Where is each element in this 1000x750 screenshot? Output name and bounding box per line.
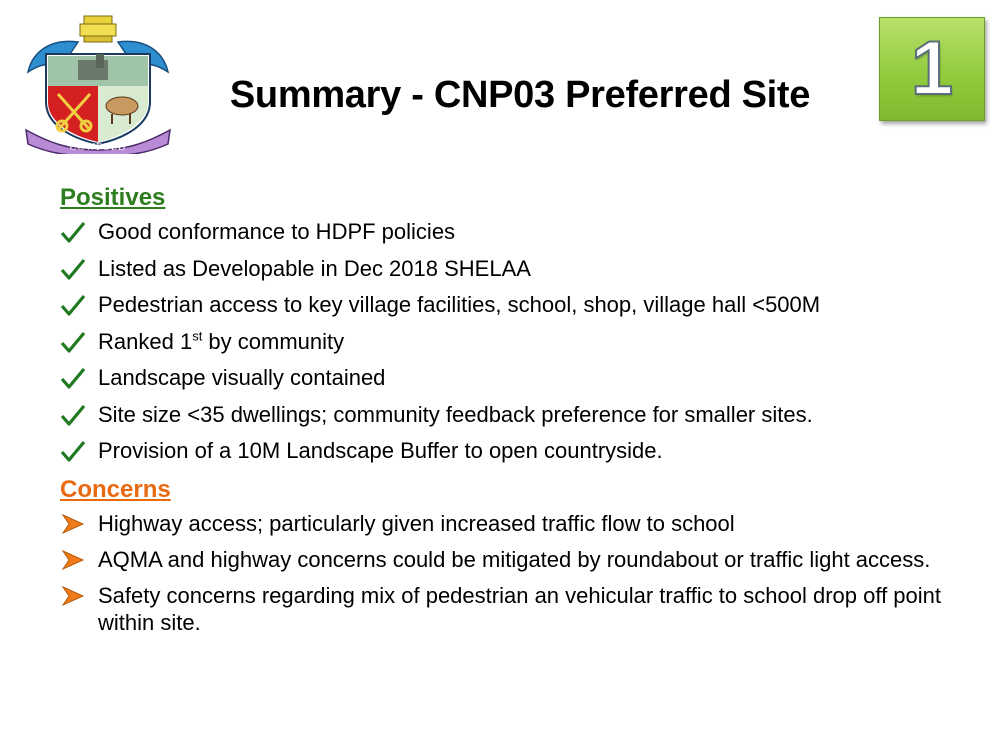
list-item — [60, 401, 960, 428]
concerns-heading: Concerns — [60, 475, 171, 503]
positive-item-text: Pedestrian access to key village facilities, school, shop, village hall <500M — [98, 292, 821, 317]
crest-crown — [80, 16, 116, 42]
list-item — [60, 218, 960, 245]
summary-content — [60, 182, 960, 645]
list-item — [60, 546, 960, 573]
concern-item-text: AQMA and highway concerns could be mitigated by roundabout or traffic light access. — [98, 546, 931, 572]
check-mark-icon — [60, 331, 86, 353]
arrow-bullet-icon — [60, 513, 86, 535]
list-item — [60, 510, 960, 537]
arrow-bullet-icon — [60, 585, 86, 607]
positive-item-text: Site size <35 dwellings; community feedback preference for smaller sites. — [98, 401, 813, 427]
positive-item-text: Good conformance to HDPF policies — [98, 219, 456, 244]
concern-item-text: Highway access; particularly given increased traffic flow to school — [98, 510, 735, 536]
list-item — [60, 328, 960, 355]
slide-number: 1 — [910, 26, 954, 111]
check-mark-icon — [60, 221, 86, 243]
concerns-list — [60, 510, 960, 636]
positive-item-text: Provision of a 10M Landscape Buffer to open countryside. — [98, 438, 663, 463]
check-mark-icon — [60, 440, 86, 462]
check-mark-icon — [60, 258, 86, 280]
slide-number-badge — [879, 17, 985, 121]
list-item — [60, 291, 960, 318]
positive-item-text: Ranked 1st by community — [98, 328, 345, 354]
page-title: Summary - CNP03 Preferred Site — [229, 74, 811, 116]
arrow-bullet-icon — [60, 549, 86, 571]
check-mark-icon — [60, 404, 86, 426]
positives-heading: Positives — [60, 184, 166, 211]
check-mark-icon — [60, 367, 86, 389]
list-item — [60, 437, 960, 464]
list-item — [60, 255, 960, 282]
list-item — [60, 364, 960, 391]
crest-banner-text: COWFOLD — [69, 142, 127, 153]
positive-item-text: Listed as Developable in Dec 2018 SHELAA — [98, 255, 531, 281]
concern-item-text: Safety concerns regarding mix of pedestrian an vehicular traffic to school drop off point within site. — [98, 582, 941, 635]
positive-item-text: Landscape visually contained — [98, 365, 386, 390]
positives-list — [60, 218, 960, 464]
cowfold-crest-logo — [18, 14, 178, 154]
list-item — [60, 582, 960, 636]
check-mark-icon — [60, 294, 86, 316]
cow-icon — [106, 97, 138, 115]
